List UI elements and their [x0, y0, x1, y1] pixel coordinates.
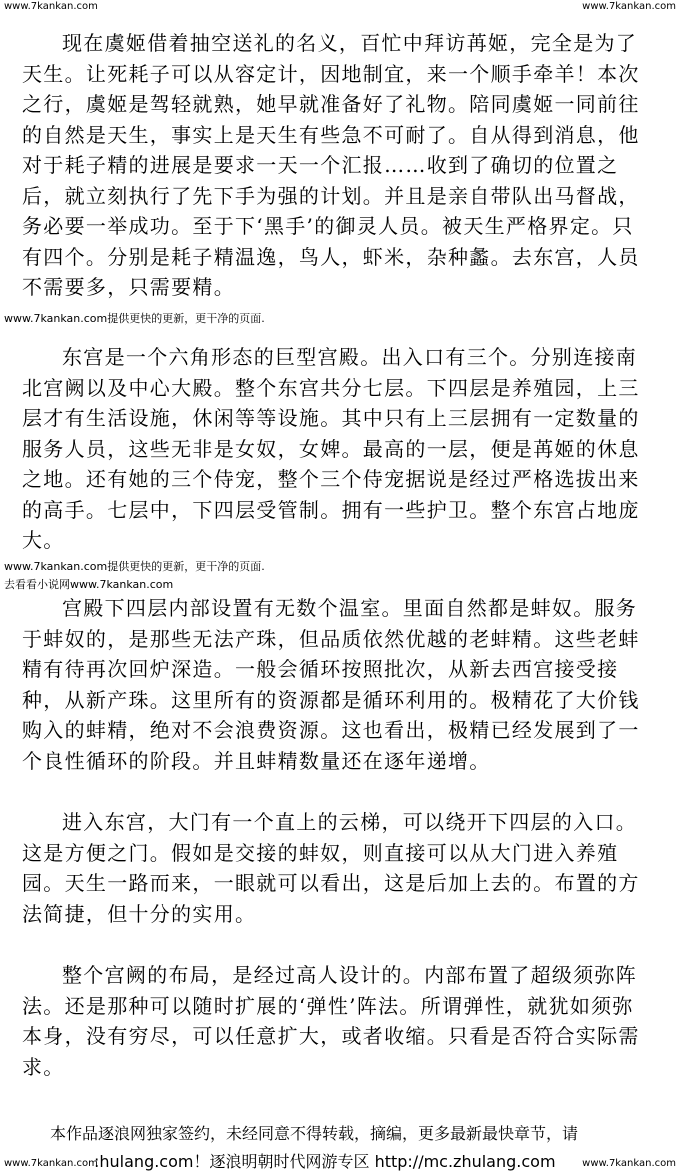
- header-right-url: www.7kankan.com: [582, 1, 676, 12]
- watermark-line-2: www.7kankan.com提供更快的更新，更干净的页面.: [4, 560, 265, 573]
- footer-left-url: www.7kankan.com: [4, 1158, 98, 1169]
- paragraph-5: 整个宫阙的布局，是经过高人设计的。内部布置了超级须弥阵法。还是那种可以随时扩展的‘弹性’阵法。所谓弹性，就犹如须弥本身，没有穷尽，可以任意扩大，或者收缩。只看是否符合实际需求。: [22, 963, 640, 1079]
- header-left-url: www.7kankan.com: [4, 1, 98, 12]
- watermark-line-3: 去看看小说网www.7kankan.com: [4, 578, 174, 591]
- footer-notice: 本作品逐浪网独家签约，未经同意不得转载，摘编，更多最新最快章节，请: [50, 1124, 579, 1143]
- footer-link[interactable]: :hulang.com！逐浪明朝时代网游专区 http://mc.zhulang.com: [94, 1152, 556, 1171]
- paragraph-1: 现在虞姬借着抽空送礼的名义，百忙中拜访苒姬，完全是为了天生。让死耗子可以从容定计，因地制宜，来一个顺手牵羊！本次之行，虞姬是驾轻就熟，她早就准备好了礼物。陪同虞姬一同前往的自然是天生，事实上是天生有些急不可耐了。自从得到消息，他对于耗子精的进展是要求一天一个汇报……收到了确切的位置之后，就立刻执行了先下手为强的计划。并且是亲自带队出马督战，务必要一举成功。至于下‘黑手’的御灵人员。被天生严格界定。只有四个。分别是耗子精温逸，鸟人，虾米，杂种蠡。去东宫，人员不需要多，只需要精。: [22, 31, 640, 299]
- paragraph-4: 进入东宫，大门有一个直上的云梯，可以绕开下四层的入口。这是方便之门。假如是交接的蚌奴，则直接可以从大门进入养殖园。天生一路而来，一眼就可以看出，这是后加上去的。布置的方法简捷，但十分的实用。: [22, 810, 640, 926]
- watermark-line-1: www.7kankan.com提供更快的更新，更干净的页面.: [4, 312, 265, 325]
- paragraph-3: 宫殿下四层内部设置有无数个温室。里面自然都是蚌奴。服务于蚌奴的，是那些无法产珠，但品质依然优越的老蚌精。这些老蚌精有待再次回炉深造。一般会循环按照批次，从新去西宫接受接种，从新产珠。这里所有的资源都是循环利用的。极精花了大价钱购入的蚌精，绝对不会浪费资源。这也看出，极精已经发展到了一个良性循环的阶段。并且蚌精数量还在逐年递增。: [22, 596, 640, 773]
- paragraph-2: 东宫是一个六角形态的巨型宫殿。出入口有三个。分别连接南北宫阙以及中心大殿。整个东宫共分七层。下四层是养殖园，上三层才有生活设施，休闲等等设施。其中只有上三层拥有一定数量的服务人员，这些无非是女奴，女婢。最高的一层，便是苒姬的休息之地。还有她的三个侍宠，整个三个侍宠据说是经过严格选拔出来的高手。七层中，下四层受管制。拥有一些护卫。整个东宫占地庞大。: [22, 345, 640, 552]
- footer-right-url: www.7kankan.com: [582, 1158, 676, 1169]
- footer-bar: [0, 1152, 680, 1172]
